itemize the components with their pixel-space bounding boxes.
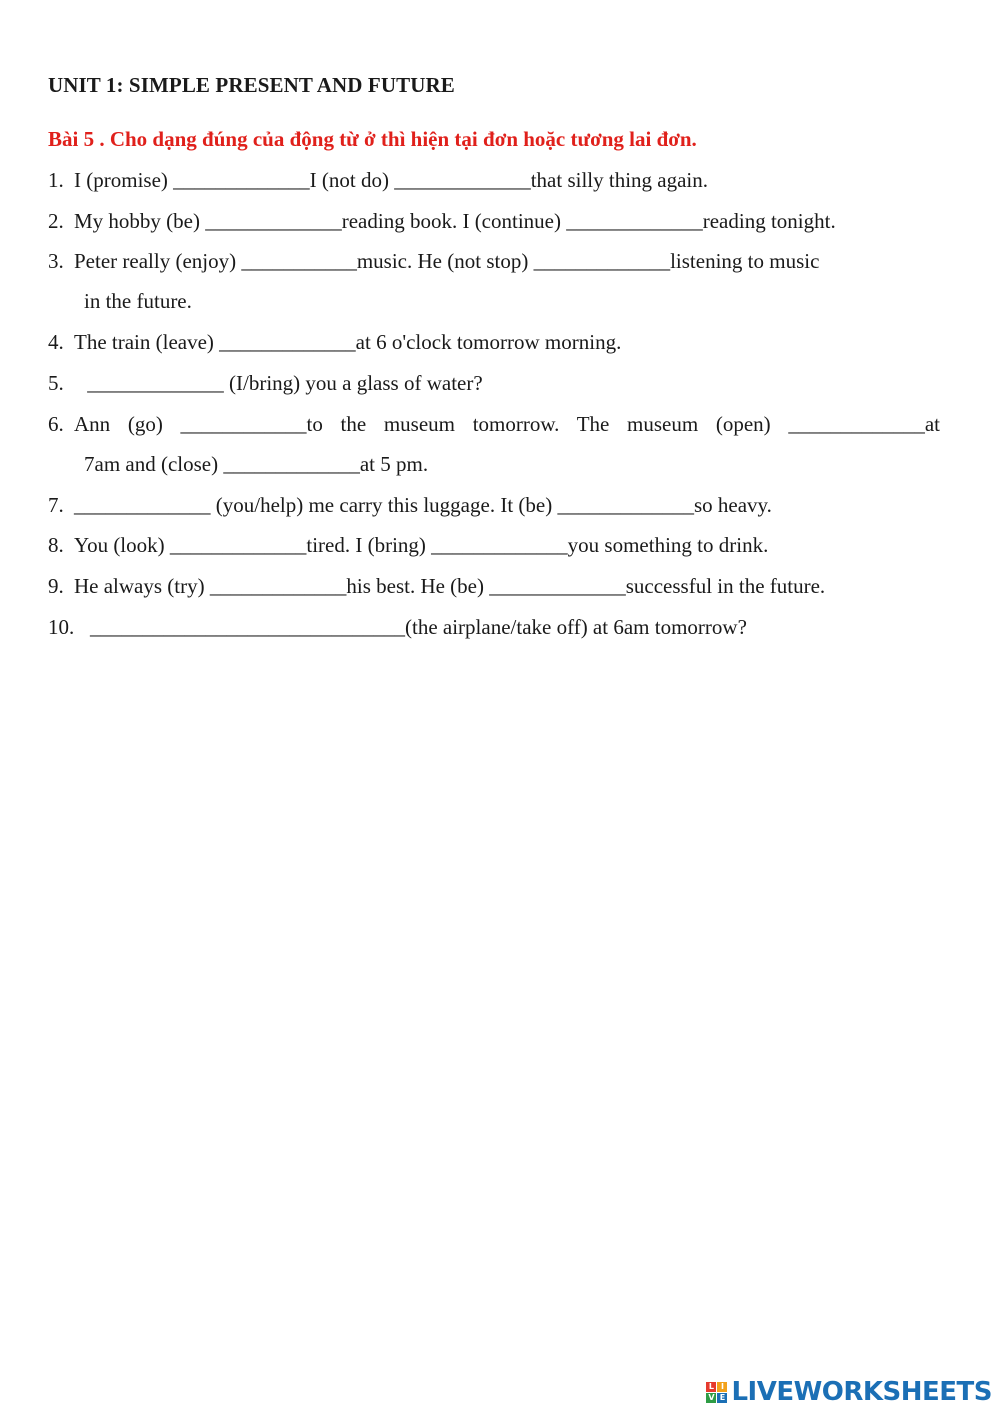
question-10 bbox=[48, 614, 747, 640]
question-number: 9. bbox=[48, 574, 64, 598]
question-3 bbox=[48, 248, 819, 274]
question-text: ______________________________(the airplane/take off) at 6am tomorrow? bbox=[90, 615, 747, 639]
question-number: 6. bbox=[48, 412, 64, 436]
question-text: The train (leave) _____________at 6 o'clock tomorrow morning. bbox=[74, 330, 622, 354]
mark-cell: I bbox=[717, 1382, 727, 1392]
question-text: My hobby (be) _____________reading book. I (continue) _____________reading tonight. bbox=[74, 209, 836, 233]
question-8 bbox=[48, 532, 768, 558]
liveworksheets-logo[interactable] bbox=[706, 1377, 992, 1407]
question-number: 1. bbox=[48, 168, 64, 192]
mark-cell: L bbox=[706, 1382, 716, 1392]
question-text: He always (try) _____________his best. He (be) _____________successful in the future. bbox=[74, 574, 826, 598]
question-9 bbox=[48, 573, 825, 599]
question-text: You (look) _____________tired. I (bring) _____________you something to drink. bbox=[74, 533, 769, 557]
worksheet-title: UNIT 1: SIMPLE PRESENT AND FUTURE bbox=[48, 73, 455, 97]
question-number: 3. bbox=[48, 249, 64, 273]
question-6 bbox=[48, 411, 940, 437]
liveworksheets-mark-icon bbox=[706, 1382, 727, 1403]
question-text: _____________ (I/bring) you a glass of water? bbox=[82, 371, 483, 395]
question-number: 4. bbox=[48, 330, 64, 354]
question-number: 7. bbox=[48, 493, 64, 517]
question-4 bbox=[48, 329, 621, 355]
exercise-instruction: Bài 5 . Cho dạng đúng của động từ ở thì hiện tại đơn hoặc tương lai đơn. bbox=[48, 127, 697, 151]
question-number: 8. bbox=[48, 533, 64, 557]
mark-cell: V bbox=[708, 1392, 715, 1402]
question-3-continuation: in the future. bbox=[84, 289, 192, 313]
question-2 bbox=[48, 208, 836, 234]
question-text: I (promise) _____________I (not do) _____________that silly thing again. bbox=[74, 168, 709, 192]
question-text: Ann (go) ____________to the museum tomorrow. The museum (open) _____________at bbox=[74, 412, 940, 436]
question-6-continuation: 7am and (close) _____________at 5 pm. bbox=[84, 452, 429, 476]
question-number: 5. bbox=[48, 371, 64, 395]
mark-cell: E bbox=[717, 1393, 727, 1403]
question-number: 10. bbox=[48, 615, 75, 639]
question-text: _____________ (you/help) me carry this luggage. It (be) _____________so heavy. bbox=[74, 493, 772, 517]
question-1 bbox=[48, 167, 708, 193]
question-text: Peter really (enjoy) ___________music. He (not stop) _____________listening to music bbox=[74, 249, 820, 273]
logo-text: LIVEWORKSHEETS bbox=[731, 1377, 992, 1407]
question-7 bbox=[48, 492, 772, 518]
question-number: 2. bbox=[48, 209, 64, 233]
question-5 bbox=[48, 370, 483, 396]
